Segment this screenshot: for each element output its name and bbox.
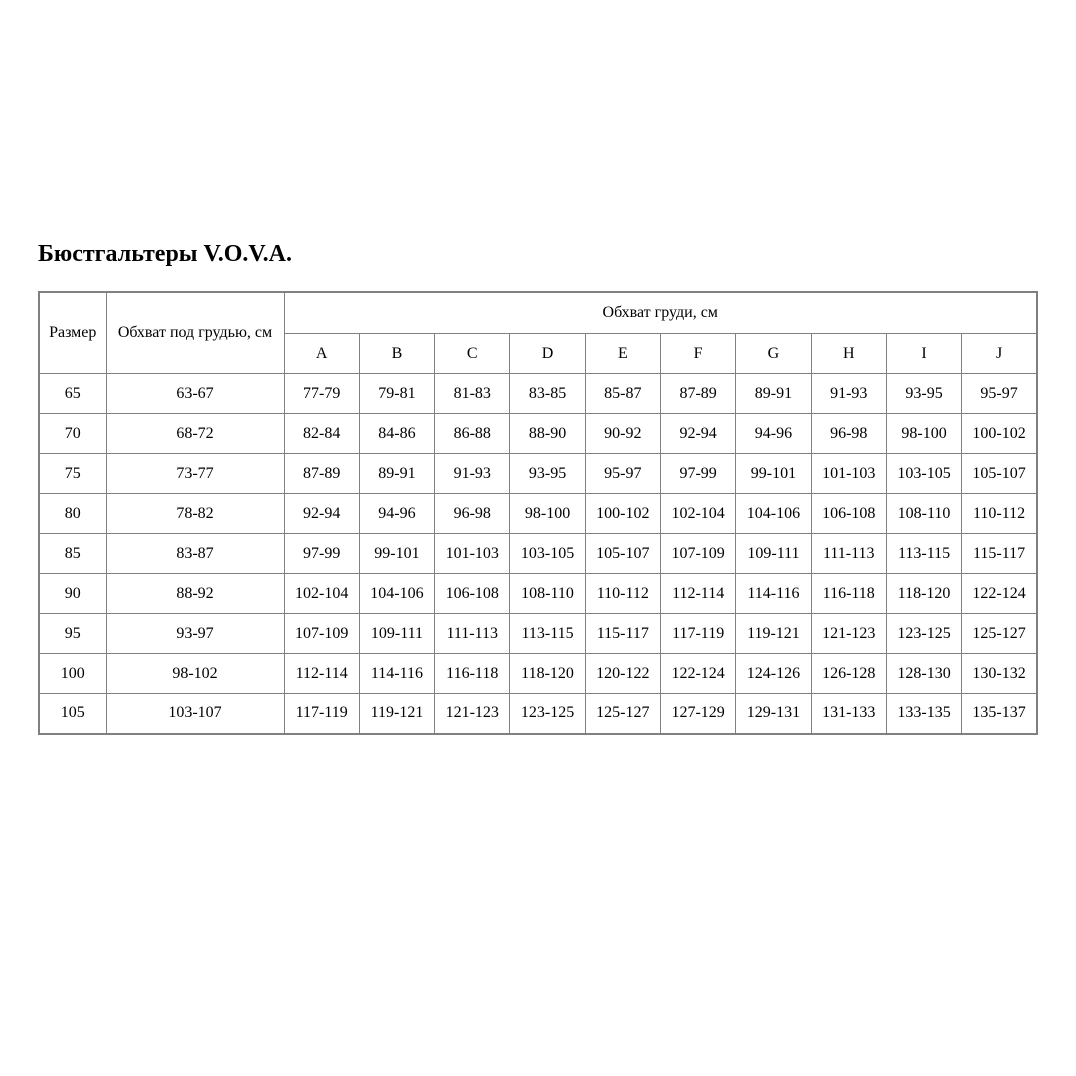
cell-cup: 115-117 [962, 534, 1037, 574]
table-row [39, 494, 1037, 534]
cell-cup: 105-107 [962, 454, 1037, 494]
header-cup-B: B [359, 334, 434, 374]
cell-cup: 77-79 [284, 374, 359, 414]
cell-cup: 91-93 [811, 374, 886, 414]
cell-underbust: 103-107 [106, 694, 284, 734]
cell-cup: 107-109 [660, 534, 735, 574]
cell-cup: 99-101 [359, 534, 434, 574]
cell-cup: 108-110 [510, 574, 585, 614]
header-size: Размер [39, 292, 106, 374]
cell-cup: 121-123 [811, 614, 886, 654]
cell-cup: 96-98 [435, 494, 510, 534]
cell-cup: 117-119 [660, 614, 735, 654]
cell-cup: 81-83 [435, 374, 510, 414]
cell-underbust: 93-97 [106, 614, 284, 654]
cell-cup: 98-100 [510, 494, 585, 534]
cell-cup: 118-120 [510, 654, 585, 694]
cell-cup: 120-122 [585, 654, 660, 694]
cell-cup: 113-115 [510, 614, 585, 654]
cell-cup: 86-88 [435, 414, 510, 454]
cell-cup: 90-92 [585, 414, 660, 454]
header-cup-E: E [585, 334, 660, 374]
page-title: Бюстгальтеры V.O.V.A. [38, 241, 293, 267]
cell-cup: 104-106 [736, 494, 811, 534]
cell-cup: 133-135 [886, 694, 961, 734]
cell-cup: 126-128 [811, 654, 886, 694]
header-row-group [39, 292, 1037, 334]
table-row [39, 534, 1037, 574]
cell-cup: 101-103 [435, 534, 510, 574]
cell-cup: 112-114 [660, 574, 735, 614]
cell-cup: 124-126 [736, 654, 811, 694]
cell-cup: 93-95 [510, 454, 585, 494]
cell-cup: 92-94 [284, 494, 359, 534]
cell-cup: 104-106 [359, 574, 434, 614]
cell-cup: 122-124 [660, 654, 735, 694]
header-cup-A: A [284, 334, 359, 374]
cell-cup: 98-100 [886, 414, 961, 454]
cell-size: 90 [39, 574, 106, 614]
cell-cup: 102-104 [284, 574, 359, 614]
cell-cup: 97-99 [284, 534, 359, 574]
cell-cup: 109-111 [736, 534, 811, 574]
cell-cup: 128-130 [886, 654, 961, 694]
cell-cup: 102-104 [660, 494, 735, 534]
size-table-body [39, 374, 1037, 734]
size-table [38, 291, 1038, 735]
cell-cup: 79-81 [359, 374, 434, 414]
cell-cup: 123-125 [510, 694, 585, 734]
table-row [39, 654, 1037, 694]
cell-cup: 119-121 [736, 614, 811, 654]
cell-cup: 107-109 [284, 614, 359, 654]
cell-cup: 112-114 [284, 654, 359, 694]
table-row [39, 574, 1037, 614]
cell-cup: 118-120 [886, 574, 961, 614]
cell-underbust: 78-82 [106, 494, 284, 534]
cell-cup: 95-97 [962, 374, 1037, 414]
cell-cup: 116-118 [811, 574, 886, 614]
header-underbust: Обхват под грудью, см [106, 292, 284, 374]
cell-cup: 113-115 [886, 534, 961, 574]
cell-cup: 127-129 [660, 694, 735, 734]
cell-cup: 115-117 [585, 614, 660, 654]
cell-size: 100 [39, 654, 106, 694]
cell-cup: 130-132 [962, 654, 1037, 694]
header-cup-G: G [736, 334, 811, 374]
cell-cup: 123-125 [886, 614, 961, 654]
cell-cup: 100-102 [585, 494, 660, 534]
cell-cup: 96-98 [811, 414, 886, 454]
header-cup-D: D [510, 334, 585, 374]
cell-cup: 87-89 [284, 454, 359, 494]
cell-cup: 109-111 [359, 614, 434, 654]
cell-cup: 116-118 [435, 654, 510, 694]
cell-cup: 135-137 [962, 694, 1037, 734]
cell-cup: 117-119 [284, 694, 359, 734]
cell-cup: 121-123 [435, 694, 510, 734]
cell-size: 80 [39, 494, 106, 534]
cell-cup: 103-105 [886, 454, 961, 494]
cell-cup: 106-108 [811, 494, 886, 534]
cell-cup: 131-133 [811, 694, 886, 734]
cell-cup: 89-91 [736, 374, 811, 414]
cell-cup: 108-110 [886, 494, 961, 534]
cell-cup: 94-96 [736, 414, 811, 454]
cell-size: 85 [39, 534, 106, 574]
cell-cup: 87-89 [660, 374, 735, 414]
header-bust-group: Обхват груди, см [284, 292, 1037, 334]
cell-cup: 101-103 [811, 454, 886, 494]
table-row [39, 694, 1037, 734]
cell-size: 75 [39, 454, 106, 494]
cell-cup: 125-127 [962, 614, 1037, 654]
cell-cup: 122-124 [962, 574, 1037, 614]
cell-cup: 88-90 [510, 414, 585, 454]
cell-cup: 129-131 [736, 694, 811, 734]
table-row [39, 454, 1037, 494]
cell-cup: 111-113 [435, 614, 510, 654]
cell-cup: 114-116 [736, 574, 811, 614]
cell-cup: 92-94 [660, 414, 735, 454]
header-cup-H: H [811, 334, 886, 374]
cell-cup: 114-116 [359, 654, 434, 694]
header-cup-I: I [886, 334, 961, 374]
cell-underbust: 83-87 [106, 534, 284, 574]
cell-cup: 103-105 [510, 534, 585, 574]
cell-cup: 100-102 [962, 414, 1037, 454]
size-table-header [39, 292, 1037, 374]
cell-cup: 89-91 [359, 454, 434, 494]
cell-size: 95 [39, 614, 106, 654]
cell-underbust: 63-67 [106, 374, 284, 414]
cell-cup: 99-101 [736, 454, 811, 494]
cell-cup: 94-96 [359, 494, 434, 534]
cell-cup: 106-108 [435, 574, 510, 614]
cell-cup: 84-86 [359, 414, 434, 454]
cell-cup: 93-95 [886, 374, 961, 414]
cell-underbust: 68-72 [106, 414, 284, 454]
cell-cup: 95-97 [585, 454, 660, 494]
cell-underbust: 88-92 [106, 574, 284, 614]
cell-cup: 83-85 [510, 374, 585, 414]
cell-cup: 91-93 [435, 454, 510, 494]
cell-cup: 110-112 [962, 494, 1037, 534]
cell-cup: 111-113 [811, 534, 886, 574]
table-row [39, 374, 1037, 414]
cell-size: 105 [39, 694, 106, 734]
cell-size: 70 [39, 414, 106, 454]
header-cup-J: J [962, 334, 1037, 374]
cell-cup: 85-87 [585, 374, 660, 414]
table-row [39, 614, 1037, 654]
cell-cup: 97-99 [660, 454, 735, 494]
header-cup-C: C [435, 334, 510, 374]
cell-cup: 105-107 [585, 534, 660, 574]
cell-cup: 82-84 [284, 414, 359, 454]
cell-underbust: 98-102 [106, 654, 284, 694]
cell-cup: 119-121 [359, 694, 434, 734]
header-cup-F: F [660, 334, 735, 374]
cell-size: 65 [39, 374, 106, 414]
cell-underbust: 73-77 [106, 454, 284, 494]
cell-cup: 125-127 [585, 694, 660, 734]
table-row [39, 414, 1037, 454]
cell-cup: 110-112 [585, 574, 660, 614]
